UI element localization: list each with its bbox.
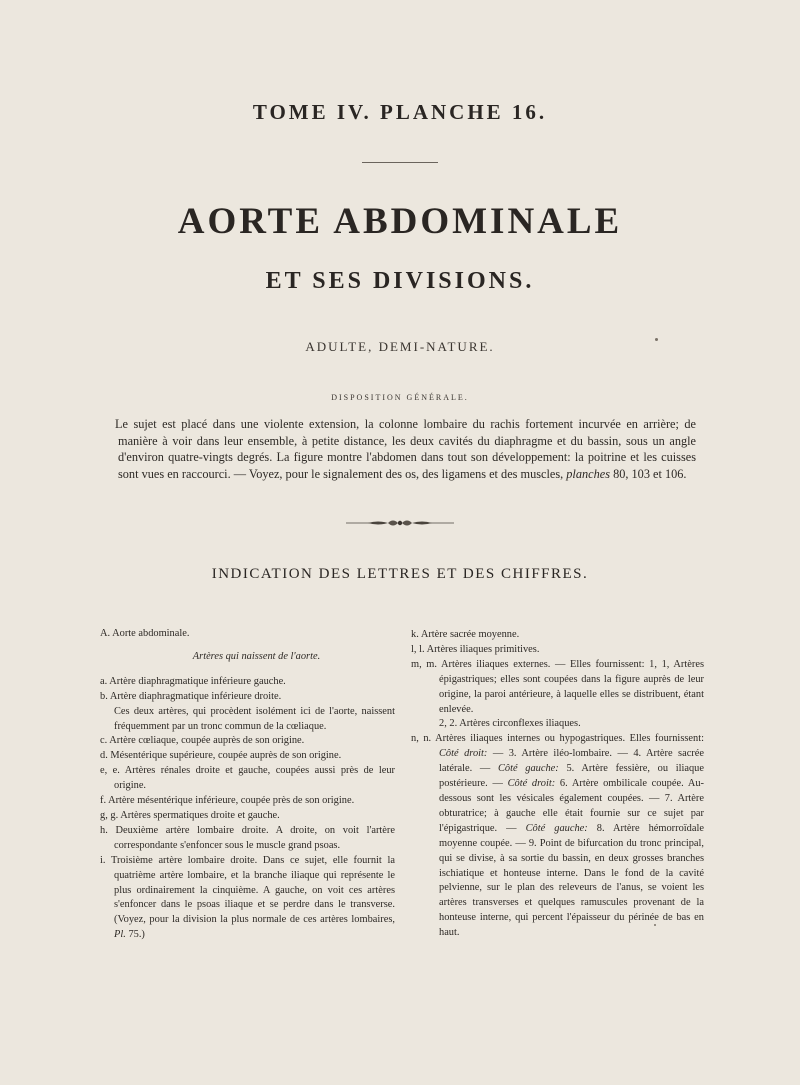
- tome-plate-heading: TOME IV. PLANCHE 16.: [252, 100, 548, 124]
- legend-entry-h: h. Deuxième artère lombaire droite. A droite, on voit l'artère correspondante s'enfoncer sous le muscle grand psoas.: [100, 824, 395, 851]
- short-rule-divider: [362, 162, 438, 163]
- main-title: AORTE ABDOMINALE: [177, 201, 623, 242]
- disposition-text-italic: planches: [566, 466, 610, 481]
- legend-entry-n-text-2: — 3. Artère iléo-lombaire. — 4. Artère sacrée latérale. —: [439, 748, 704, 775]
- legend-entry-n-italic-3: Côté droit:: [507, 778, 556, 790]
- legend-entry-i-end: 75.): [125, 929, 145, 941]
- indication-heading: INDICATION DES LETTRES ET DES CHIFFRES.: [211, 566, 589, 582]
- legend-entry-d: d. Mésentérique supérieure, coupée auprès de son origine.: [100, 750, 342, 762]
- legend-entry-n-italic-1: Côté droit:: [439, 748, 488, 760]
- legend-entry-g: g, g. Artères spermatiques droite et gauche.: [100, 809, 280, 821]
- specimen-note: ADULTE, DEMI-NATURE.: [305, 339, 495, 354]
- legend-right-column: [411, 628, 704, 941]
- legend-entry-a: a. Artère diaphragmatique inférieure gauche.: [100, 675, 286, 687]
- legend-entry-n: [411, 732, 704, 941]
- disposition-text: Le sujet est placé dans une violente extension, la colonne lombaire du rachis fortement incurvée en arrière; de manière à voir dans leur ensemble, à petite distance, les deux cavités du diaphragme et du bassin, sous un angle d'environ quatre-vingts degrés. La figure montre l'abdomen dans tout son développement: la poitrine et les cuisses sont vues en raccourci. — Voyez, pour le signalement des os, des ligamens et des muscles,: [115, 417, 696, 481]
- legend-entry-n-text-3: 5. Artère fessière, ou iliaque postérieure. —: [439, 763, 704, 790]
- legend-note-b: Ces deux artères, qui procèdent isolément ici de l'aorte, naissent fréquemment par un tronc commun de la cœliaque.: [114, 705, 395, 732]
- paper-speck: [654, 924, 656, 926]
- legend-entry-k: k. Artère sacrée moyenne.: [411, 629, 520, 640]
- legend-entry-i-italic: Pl.: [114, 929, 126, 941]
- legend-entry-e: e, e. Artères rénales droite et gauche, coupées aussi près de leur origine.: [100, 765, 395, 792]
- legend-subheading: Artères qui naissent de l'aorte.: [192, 650, 321, 662]
- legend-entry-n-text-5: 8. Artère hémorroïdale moyenne coupée. — 9. Point de bifurcation du tronc principal, qui se divise, à sa sortie du bassin, en deux grosses branches ischiatique et honteuse interne. Dans le fond de la cavité pelvienne, sur le plan des releveurs de l'anus, se voient les artères transverses et quelques ramuscules provenant de la honteuse interne, qui percent l'épaisseur du périnée de bas en haut.: [439, 822, 704, 939]
- legend-entry-A: A. Aorte abdominale.: [100, 628, 190, 639]
- legend-entry-n-text-1: n, n. Artères iliaques internes ou hypogastriques. Elles fournissent:: [411, 733, 704, 745]
- disposition-paragraph: [115, 416, 696, 482]
- legend-entry-m2: 2, 2. Artères circonflexes iliaques.: [439, 718, 581, 730]
- legend-entry-c: c. Artère cœliaque, coupée auprès de son origine.: [100, 735, 305, 747]
- legend-entry-f: f. Artère mésentérique inférieure, coupée près de son origine.: [100, 795, 355, 807]
- disposition-heading: DISPOSITION GÉNÉRALE.: [331, 393, 469, 402]
- legend-entry-b: b. Artère diaphragmatique inférieure droite.: [100, 690, 282, 702]
- legend-entry-l: l, l. Artères iliaques primitives.: [411, 643, 540, 655]
- legend-entry-i: [100, 854, 395, 943]
- legend-entry-n-italic-2: Côté gauche:: [497, 763, 559, 775]
- disposition-text-end: 80, 103 et 106.: [610, 466, 687, 481]
- ornament-divider: [346, 516, 454, 530]
- paper-speck: [655, 338, 658, 341]
- legend-left-column: [100, 627, 395, 943]
- subtitle: ET SES DIVISIONS.: [265, 268, 535, 294]
- legend-entry-n-text-4: 6. Artère ombilicale coupée. Au-dessous sont les vésicales également coupées. — 7. Artère obturatrice; à gauche elle était fournie sur ce sujet par l'épigastrique. —: [439, 778, 704, 834]
- legend-entry-m: m, m. Artères iliaques externes. — Elles fournissent: 1, 1, Artères épigastriques; elles sont coupées dans la figure auprès de leur origine, la paroi antérieure, à laquelle elles se distribuent, étant enlevée.: [411, 658, 704, 715]
- legend-entry-n-italic-4: Côté gauche:: [525, 822, 588, 834]
- legend-entry-i-text: i. Troisième artère lombaire droite. Dans ce sujet, elle fournit la quatrième artère lombaire, et la branche iliaque qui représente le plus ordinairement la cinquième. A gauche, on voit ces artères s'enfoncer dans le psoas iliaque et se perdre dans le transverse. (Voyez, pour la division la plus normale de ces artères lombaires,: [100, 854, 395, 926]
